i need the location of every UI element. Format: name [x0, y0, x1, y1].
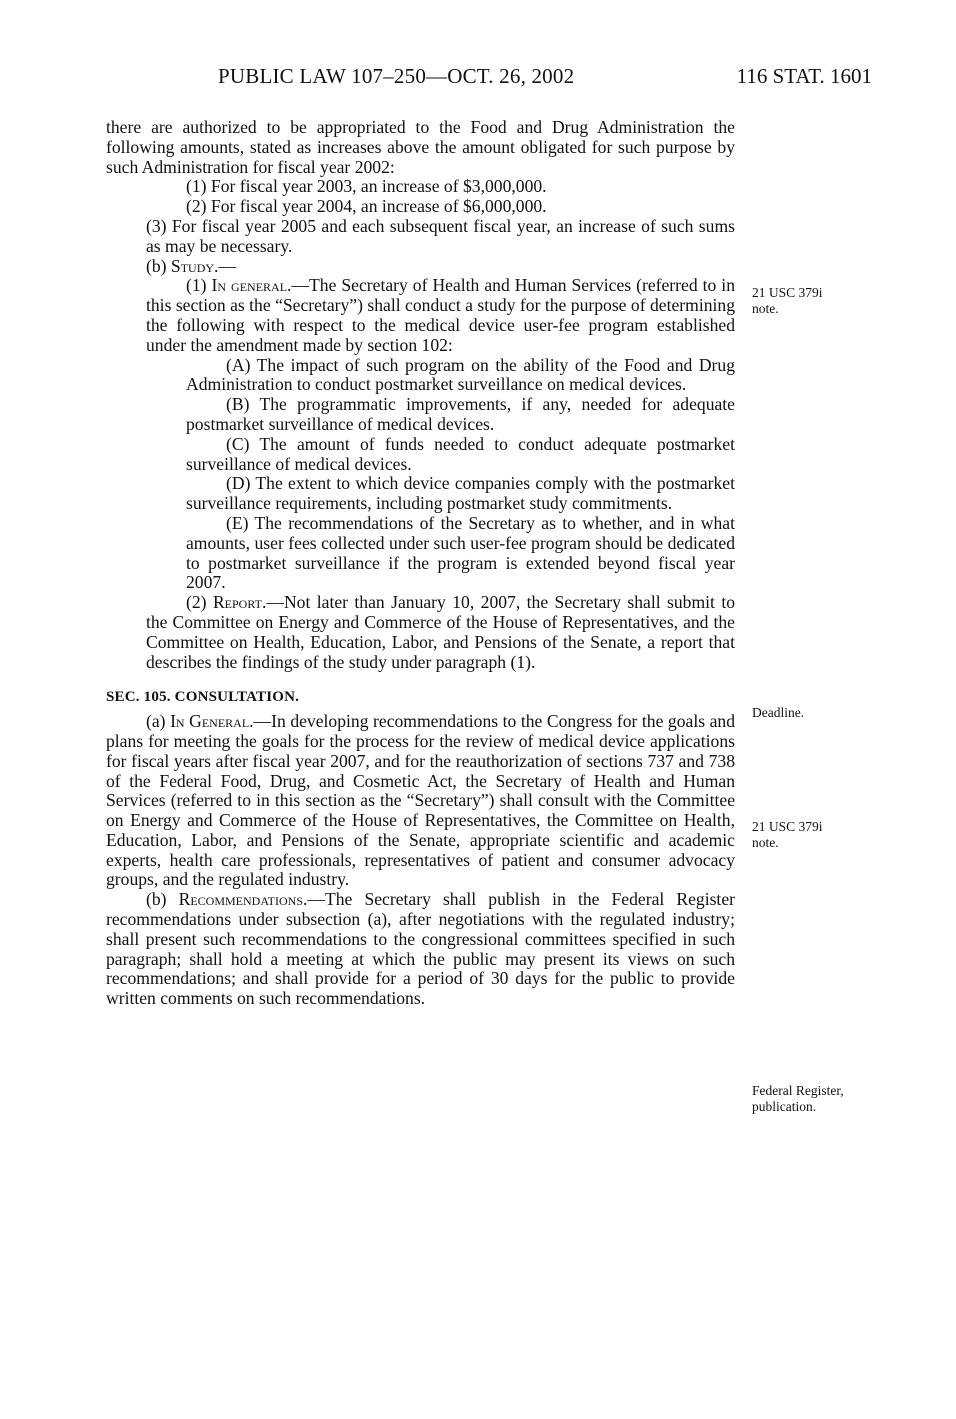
section-105-b: [106, 890, 735, 1009]
subparagraph-E: (E) The recommendations of the Secretary as to whether, and in what amounts, user fees collected under such user-fee program should be dedicated to postmarket surveillance if the program is extended beyond fiscal year 2007.: [186, 512, 735, 593]
paragraph-a2: (2) For fiscal year 2004, an increase of $6,000,000.: [186, 196, 547, 217]
paragraph-heading: In general: [211, 275, 288, 296]
paragraph-text: .—Not later than January 10, 2007, the Secretary shall submit to the Committee on Energy and Commerce of the House of Representatives, and the Committee on Health, Education, Labor, and Pensions of the Senate, a report that describes the findings of the study under paragraph (1).: [146, 592, 736, 672]
subsection-b-heading: [106, 257, 735, 277]
subparagraph-A: (A) The impact of such program on the ability of the Food and Drug Administration to conduct postmarket surveillance on medical devices.: [186, 354, 735, 395]
section-105-a: [106, 712, 735, 890]
margin-note-text: note.: [752, 835, 779, 850]
paragraph-a3: (3) For fiscal year 2005 and each subsequent fiscal year, an increase of such sums as may be necessary.: [146, 215, 735, 256]
subsection-heading: In General: [170, 711, 250, 732]
running-header: [0, 64, 956, 94]
heading-dash: .—: [214, 255, 237, 276]
paragraph-number: (2): [186, 592, 207, 613]
margin-note-text: Deadline.: [752, 705, 805, 720]
margin-note-deadline: [752, 705, 804, 721]
law-text-body: [106, 118, 735, 1009]
margin-note-text: 21 USC 379i: [752, 819, 823, 834]
paragraph-b2: [106, 593, 735, 672]
subsection-number: (b): [146, 889, 167, 910]
subsection-heading: Study: [170, 255, 215, 276]
subsection-heading: Recommendations: [178, 889, 304, 910]
subparagraph-C: (C) The amount of funds needed to conduct adequate postmarket surveillance of medical devices.: [186, 433, 735, 474]
paragraph-text: .—The Secretary of Health and Human Services (referred to in this section as the “Secretary”) shall conduct a study for the purpose of determining the following with respect to the medical device user-fee program established under the amendment made by section 102:: [146, 275, 735, 355]
paragraph-heading: Report: [212, 592, 262, 613]
intro-paragraph: there are authorized to be appropriated to the Food and Drug Administration the following amounts, stated as increases above the amount obligated for such purpose by such Administration for fiscal year 2002:: [106, 117, 735, 177]
margin-note-usc-2: [752, 819, 823, 851]
subsection-number: (b): [146, 255, 167, 276]
paragraph-a1: (1) For fiscal year 2003, an increase of $3,000,000.: [186, 176, 547, 197]
subsection-text: .—In developing recommendations to the Congress for the goals and plans for meeting the goals for the process for the review of medical device applications for fiscal years after fiscal year 2007, and for the reauthorization of sections 737 and 738 of the Federal Food, Drug, and Cosmetic Act, the Secretary of Health and Human Services (referred to in this section as the “Secretary”) shall consult with the Committee on Energy and Commerce of the House of Representatives, the Committee on Health, Education, Labor, and Pensions of the Senate, appropriate scientific and academic experts, health care professionals, representatives of patient and consumer advocacy groups, and the regulated industry.: [106, 711, 735, 890]
section-105-heading: SEC. 105. CONSULTATION.: [106, 689, 300, 706]
statute-page-number: 116 STAT. 1601: [736, 64, 872, 88]
paragraph-number: (1): [186, 275, 207, 296]
margin-note-usc-1: [752, 285, 823, 317]
subparagraph-B: (B) The programmatic improvements, if any, needed for adequate postmarket surveillance of medical devices.: [186, 394, 735, 434]
subparagraph-D: (D) The extent to which device companies comply with the postmarket surveillance requirements, including postmarket study commitments.: [186, 473, 735, 514]
subsection-text: .—The Secretary shall publish in the Federal Register recommendations under subsection (a), after negotiations with the regulated industry; shall present such recommendations to the congressional committees specified in such paragraph; shall hold a meeting at which the public may present its views on such recommendations; and shall provide for a period of 30 days for the public to provide written comments on such recommendations.: [106, 889, 735, 1009]
margin-note-text: Federal Register,: [752, 1083, 844, 1098]
subsection-number: (a): [146, 711, 166, 732]
paragraph-b1: [106, 276, 735, 355]
margin-note-text: publication.: [752, 1099, 817, 1114]
page-header-title: PUBLIC LAW 107–250—OCT. 26, 2002: [218, 64, 575, 88]
margin-note-text: 21 USC 379i: [752, 285, 823, 300]
margin-note-text: note.: [752, 301, 779, 316]
margin-note-federal-register: [752, 1083, 844, 1115]
